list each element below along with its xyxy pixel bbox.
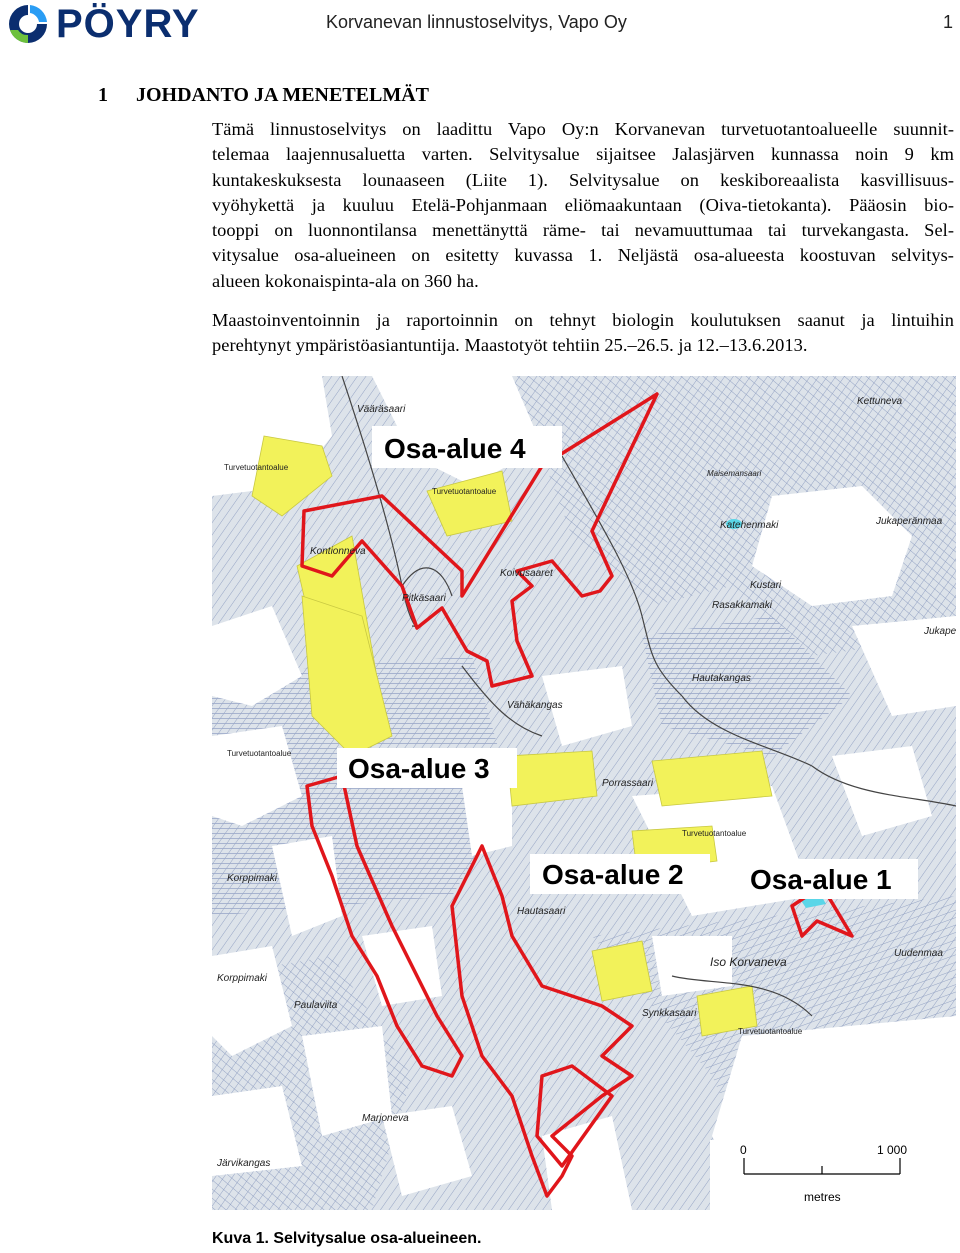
label-osa-alue-2: Osa-alue 2 <box>542 859 684 890</box>
place-name: Uudenmaa <box>894 948 943 959</box>
place-name: Kettuneva <box>857 396 903 407</box>
place-name: Korppimaki <box>227 873 278 884</box>
place-name: Turvetuotantoalue <box>224 463 289 472</box>
place-name: Järvikangas <box>217 1158 271 1169</box>
paragraph-line: telemaa laajennusaluetta varten. Selvitysalue sijaitsee Jalasjärven kunnassa noin 9 km <box>212 144 954 165</box>
place-name: Jukape <box>924 626 956 637</box>
scale-bar <box>710 1140 956 1210</box>
place-name: Korppimaki <box>217 973 268 984</box>
document-header-title: Korvanevan linnustoselvitys, Vapo Oy <box>326 12 627 32</box>
place-name: Maisemansaari <box>707 469 762 478</box>
place-name: Pitkäsaari <box>402 593 446 604</box>
paragraph-line: vyöhykettä ja kuuluu Etelä-Pohjanmaan eliömaakuntaan (Oiva-tietokanta). Pääosin bio- <box>212 194 954 215</box>
place-name: Jukaperänmaa <box>876 516 943 527</box>
label-osa-alue-4: Osa-alue 4 <box>384 433 526 464</box>
place-name: Kustari <box>750 580 782 591</box>
place-name: Iso Korvaneva <box>710 955 787 969</box>
paragraph-intro <box>212 117 954 294</box>
place-name: Hautakangas <box>692 673 751 684</box>
place-name: Turvetuotantoalue <box>432 487 497 496</box>
place-name: Synkkasaari <box>642 1008 697 1019</box>
section-heading <box>98 84 429 107</box>
paragraph-line: alueen kokonaispinta-ala on 360 ha. <box>212 270 479 291</box>
place-name: Katehenmaki <box>720 520 779 531</box>
place-name: Turvetuotantoalue <box>227 749 292 758</box>
section-title: JOHDANTO JA MENETELMÄT <box>136 84 429 106</box>
scale-start-label: 0 <box>740 1143 747 1157</box>
paragraph-line: Maastoinventoinnin ja raportoinnin on tehnyt biologin koulutuksen saanut ja lintuihin <box>212 310 954 330</box>
paragraph-line: kuntakeskuksesta lounaaseen (Liite 1). Selvitysalue on keskiboreaalista kasvillisuus- <box>212 169 954 190</box>
place-name: Marjoneva <box>362 1113 409 1124</box>
scale-unit-label: metres <box>804 1190 841 1204</box>
scale-end-label: 1 000 <box>877 1143 908 1157</box>
place-name: Vähäkangas <box>507 700 563 711</box>
poyry-logo-icon <box>6 2 50 46</box>
place-name: Rasakkamaki <box>712 600 773 611</box>
place-name: Vääräsaari <box>357 404 406 415</box>
place-name: Kontionneva <box>310 546 366 557</box>
section-number: 1 <box>98 84 108 106</box>
figure-caption: Kuva 1. Selvitysalue osa-alueineen. <box>212 1230 482 1247</box>
place-name: Hautasaari <box>517 906 566 917</box>
paragraph-methods <box>212 308 954 359</box>
place-name: Turvetuotantoalue <box>738 1027 803 1036</box>
label-osa-alue-1: Osa-alue 1 <box>750 864 892 895</box>
study-area-map <box>212 376 956 1210</box>
place-name: Koivusaaret <box>500 568 553 579</box>
page-number: 1 <box>943 12 954 32</box>
place-name: Porrassaari <box>602 778 654 789</box>
map-svg <box>212 376 956 1210</box>
paragraph-line: tooppi on luonnontilansa menettänyttä räme- tai nevamuuttumaa tai turvekangasta. Sel- <box>212 220 954 241</box>
paragraph-line: perehtynyt ympäristöasiantuntija. Maastotyöt tehtiin 25.–26.5. ja 12.–13.6.2013. <box>212 335 808 356</box>
logo-wordmark: PÖYRY <box>56 2 200 46</box>
place-name: Paulaviita <box>294 1000 338 1011</box>
paragraph-line: vitysalue osa-alueineen on esitetty kuvassa 1. Neljästä osa-alueesta koostuvan selvitys- <box>212 245 954 266</box>
poyry-logo <box>6 2 200 46</box>
place-name: Turvetuotantoalue <box>682 829 747 838</box>
paragraph-line: Tämä linnustoselvitys on laadittu Vapo Oy:n Korvanevan turvetuotantoalueelle suunnit- <box>212 119 954 139</box>
label-osa-alue-3: Osa-alue 3 <box>348 753 490 784</box>
